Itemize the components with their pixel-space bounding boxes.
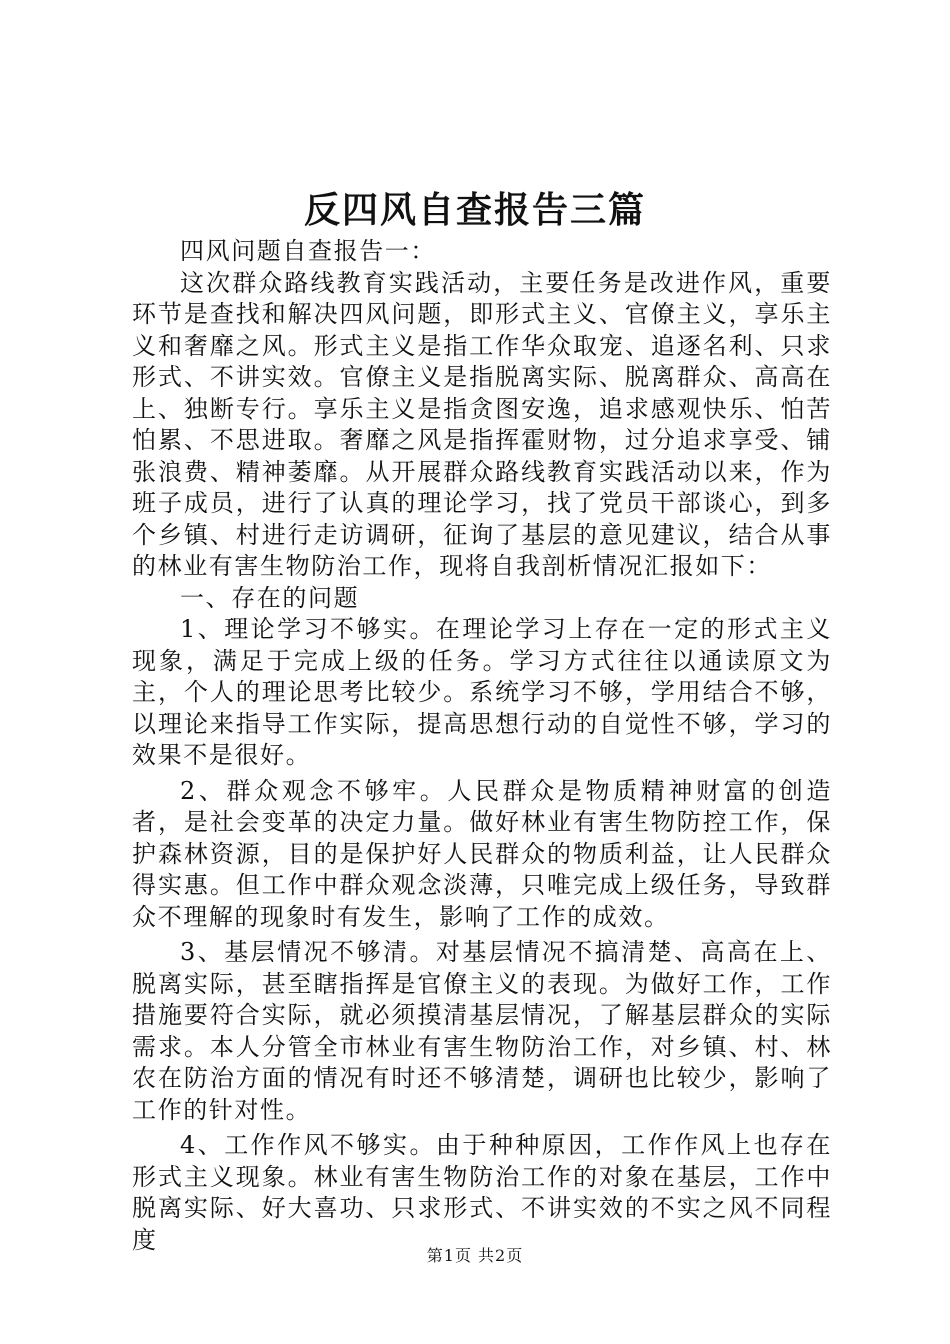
document-body xyxy=(132,236,832,1256)
section-heading-problems: 一、存在的问题 xyxy=(180,583,360,612)
page-number-footer: 第1页 共2页 xyxy=(426,1246,524,1265)
problem-paragraph-3: 3、基层情况不够清。对基层情况不搞清楚、高高在上、脱离实际，甚至瞎指挥是官僚主义的表现。为做好工作，工作措施要符合实际，就必须摸清基层情况，了解基层群众的实际需求。本人分管全市林业有害生物防治工作，对乡镇、村、林农在防治方面的情况有时还不够清楚，调研也比较少，影响了工作的针对性。 xyxy=(132,938,832,1124)
problem-paragraph-1: 1、理论学习不够实。在理论学习上存在一定的形式主义现象，满足于完成上级的任务。学习方式往往以通读原文为主，个人的理论思考比较少。系统学习不够，学用结合不够，以理论来指导工作实际，提高思想行动的自觉性不够，学习的效果不是很好。 xyxy=(132,615,832,769)
problem-paragraph-2: 2、群众观念不够牢。人民群众是物质精神财富的创造者，是社会变革的决定力量。做好林业有害生物防控工作，保护森林资源，目的是保护好人民群众的物质利益，让人民群众得实惠。但工作中群众观念淡薄，只唯完成上级任务，导致群众不理解的现象时有发生，影响了工作的成效。 xyxy=(132,776,832,931)
intro-paragraph: 这次群众路线教育实践活动，主要任务是改进作风，重要环节是查找和解决四风问题，即形式主义、官僚主义，享乐主义和奢靡之风。形式主义是指工作华众取宠、追逐名利、只求形式、不讲实效。官僚主义是指脱离实际、脱离群众、高高在上、独断专行。享乐主义是指贪图安逸，追求感观快乐、怕苦怕累、不思进取。奢靡之风是指挥霍财物，过分追求享受、铺张浪费、精神萎靡。从开展群众路线教育实践活动以来，作为班子成员，进行了认真的理论学习，找了党员干部谈心，到多个乡镇、村进行走访调研，征询了基层的意见建议，结合从事的林业有害生物防治工作，现将自我剖析情况汇报如下： xyxy=(132,268,832,580)
problem-paragraph-4: 4、工作作风不够实。由于种种原因，工作作风上也存在形式主义现象。林业有害生物防治工作的对象在基层，工作中脱离实际、好大喜功、只求形式、不讲实效的不实之风不同程度 xyxy=(132,1131,832,1254)
document-title: 反四风自查报告三篇 xyxy=(303,189,646,231)
report-heading: 四风问题自查报告一： xyxy=(180,237,436,265)
